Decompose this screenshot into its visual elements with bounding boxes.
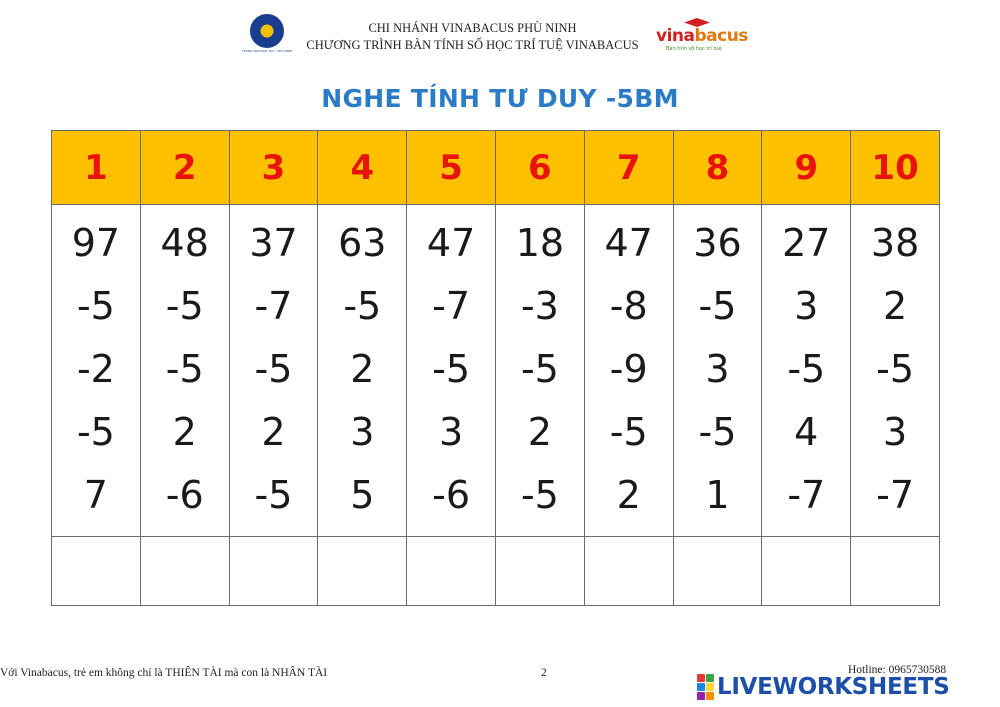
seal-icon: [250, 14, 284, 48]
answer-box[interactable]: [495, 537, 584, 606]
operand: 2: [172, 410, 197, 454]
operand: -7: [876, 473, 915, 517]
operand: 2: [616, 473, 641, 517]
exercise-column: [229, 205, 318, 537]
answer-box[interactable]: [407, 537, 496, 606]
liveworksheets-wordmark: LIVEWORKSHEETS: [717, 674, 950, 700]
operand: -7: [432, 284, 471, 328]
operand: 7: [83, 473, 108, 517]
operand: 48: [160, 221, 209, 265]
block-icon: [706, 674, 714, 682]
header-program-name: CHƯƠNG TRÌNH BÀN TÍNH SỐ HỌC TRÍ TUỆ VINABACUS: [306, 38, 639, 52]
exercise-column: [140, 205, 229, 537]
operand: -2: [76, 347, 115, 391]
header-branch-name: CHI NHÁNH VINABACUS PHÙ NINH: [368, 21, 577, 35]
exercise-numbers-row: [52, 205, 940, 537]
exercise-number: 1: [52, 131, 141, 205]
block-icon: [706, 692, 714, 700]
operand: -5: [520, 473, 559, 517]
operand: -5: [76, 284, 115, 328]
operand: 18: [515, 221, 565, 265]
wordmark-part-b: bacus: [694, 26, 748, 46]
block-icon: [697, 683, 705, 691]
block-icon: [697, 692, 705, 700]
operand: 27: [782, 221, 831, 265]
operand: -5: [520, 347, 559, 391]
operand: 47: [604, 221, 653, 265]
operand: -5: [254, 473, 293, 517]
operand: 2: [261, 410, 286, 454]
vinabacus-logo: [656, 18, 756, 52]
operand: -5: [698, 284, 737, 328]
exercise-column: [495, 205, 584, 537]
exercise-number: 8: [673, 131, 762, 205]
exercise-number: 2: [140, 131, 229, 205]
operand: -3: [520, 284, 559, 328]
operand: 38: [870, 221, 920, 265]
wordmark-part-a: vina: [656, 26, 695, 46]
operand: -5: [343, 284, 382, 328]
page-number: 2: [541, 667, 547, 679]
operand: 2: [527, 410, 552, 454]
answer-box[interactable]: [762, 537, 851, 606]
exercise-number: 3: [229, 131, 318, 205]
exercise-number-row: [52, 131, 940, 205]
answer-box[interactable]: [584, 537, 673, 606]
exercise-number: 5: [407, 131, 496, 205]
document-header: [300, 20, 645, 54]
operand: 3: [438, 410, 464, 454]
exercise-column: [584, 205, 673, 537]
exercise-number: 9: [762, 131, 851, 205]
answer-box[interactable]: [673, 537, 762, 606]
exercise-column: [407, 205, 496, 537]
operand: -9: [609, 347, 648, 391]
exercise-table: [51, 130, 940, 606]
operand: 5: [350, 473, 375, 517]
operand: 36: [693, 221, 742, 265]
operand: -7: [787, 473, 826, 517]
operand: -5: [432, 347, 471, 391]
center-seal-logo: [241, 14, 293, 58]
operand: -5: [76, 410, 115, 454]
operand: -7: [254, 284, 293, 328]
exercise-column: [52, 205, 141, 537]
footer-slogan: Với Vinabacus, trẻ em không chỉ là THIÊN TÀI mà con là NHÂN TÀI: [0, 667, 328, 679]
answer-box[interactable]: [851, 537, 940, 606]
exercise-column: [318, 205, 407, 537]
worksheet-title: NGHE TÍNH TƯ DUY -5BM: [321, 84, 679, 113]
logo-tagline: Bàn tính số học trí tuệ: [666, 46, 722, 52]
block-icon: [706, 683, 714, 691]
exercise-number: 7: [584, 131, 673, 205]
operand: -5: [165, 347, 204, 391]
liveworksheets-blocks-icon: [697, 674, 714, 700]
operand: 2: [882, 284, 908, 328]
operand: -5: [165, 284, 204, 328]
exercise-number: 6: [495, 131, 584, 205]
operand: 3: [882, 410, 908, 454]
operand: -6: [432, 473, 471, 517]
block-icon: [697, 674, 705, 682]
operand: -5: [254, 347, 293, 391]
operand: 37: [249, 221, 298, 265]
answer-box[interactable]: [229, 537, 318, 606]
operand: 3: [350, 410, 375, 454]
operand: -5: [609, 410, 648, 454]
exercise-column: [762, 205, 851, 537]
operand: 3: [705, 347, 730, 391]
operand: 2: [350, 347, 375, 391]
operand: 47: [426, 221, 476, 265]
operand: 63: [338, 221, 387, 265]
liveworksheets-watermark: [697, 673, 949, 701]
answer-row: [52, 537, 940, 606]
operand: 1: [705, 473, 730, 517]
operand: -5: [876, 347, 915, 391]
operand: -5: [698, 410, 737, 454]
exercise-column: [851, 205, 940, 537]
seal-caption: TRUNG TÂM ĐÀO TẠO · PHÙ NINH: [241, 49, 293, 53]
operand: -6: [165, 473, 204, 517]
vinabacus-wordmark: [656, 26, 748, 46]
operand: 4: [794, 410, 819, 454]
operand: 3: [794, 284, 819, 328]
exercise-number: 4: [318, 131, 407, 205]
operand: -5: [787, 347, 826, 391]
operand: 97: [71, 221, 121, 265]
exercise-number: 10: [851, 131, 940, 205]
footer-hotline: Hotline: 0965730588: [848, 664, 947, 674]
answer-box[interactable]: [140, 537, 229, 606]
answer-box[interactable]: [52, 537, 141, 606]
operand: -8: [609, 284, 648, 328]
exercise-column: [673, 205, 762, 537]
answer-box[interactable]: [318, 537, 407, 606]
